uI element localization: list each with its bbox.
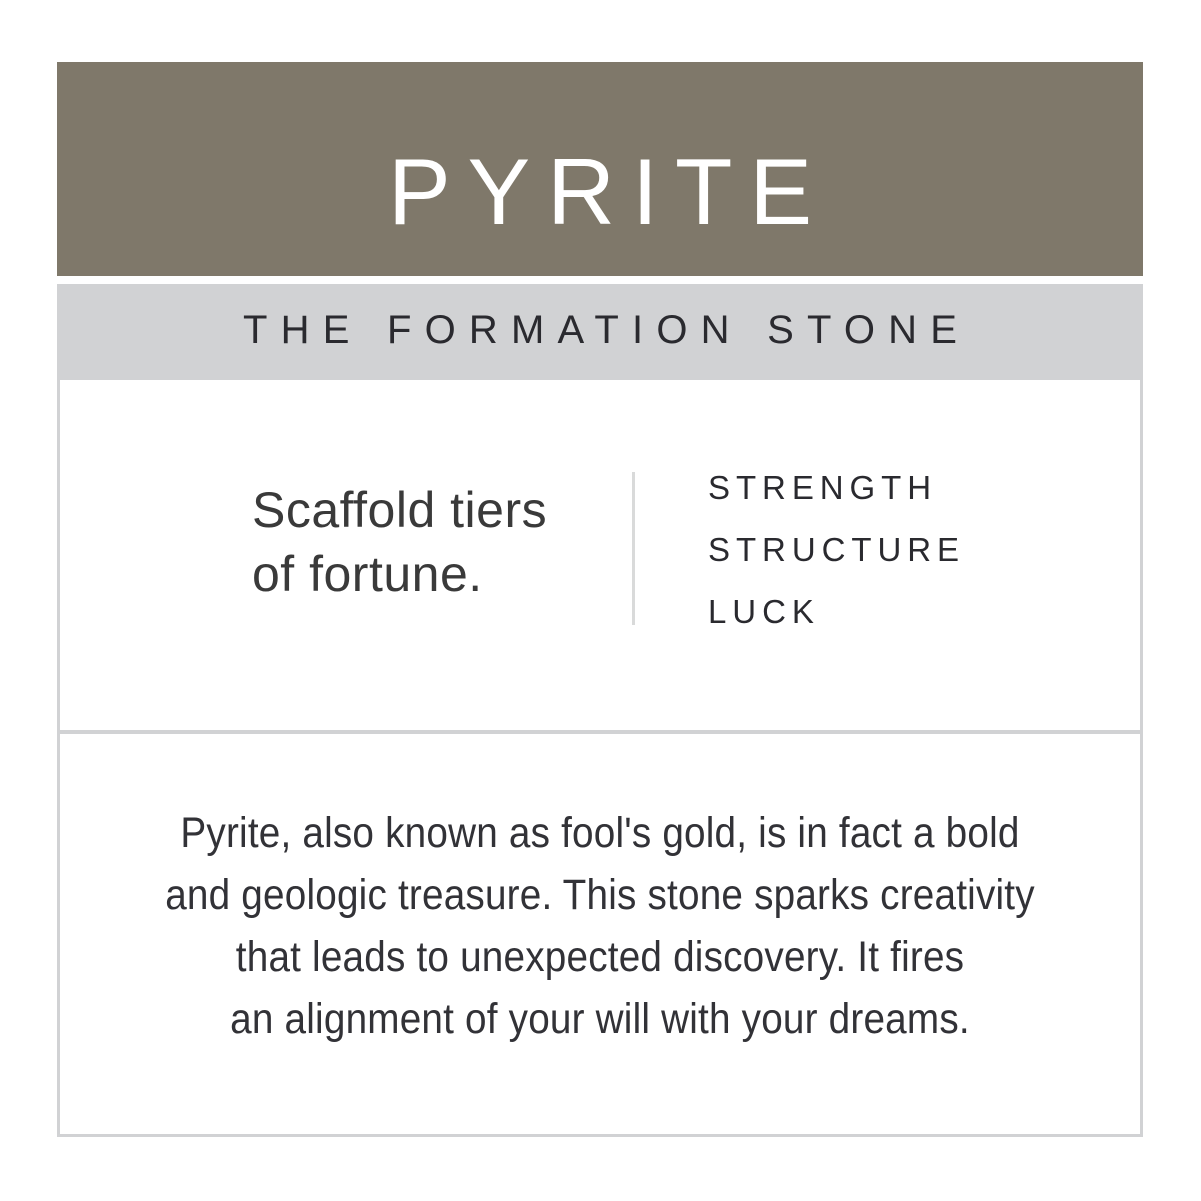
subtitle-band xyxy=(57,284,1143,377)
stone-subtitle: THE FORMATION STONE xyxy=(243,308,971,352)
tagline-line: of fortune. xyxy=(252,546,483,602)
info-section xyxy=(60,380,1140,734)
tagline xyxy=(252,478,547,606)
title-band xyxy=(57,62,1143,276)
keyword-item: STRENGTH xyxy=(708,469,938,506)
tagline-line: Scaffold tiers xyxy=(252,482,548,538)
vertical-divider xyxy=(632,472,635,625)
keyword-list xyxy=(708,457,965,643)
description-line: Pyrite, also known as fool's gold, is in fact a bold xyxy=(180,809,1020,857)
keyword-item: STRUCTURE xyxy=(708,531,965,568)
keyword-item: LUCK xyxy=(708,593,820,630)
description-line: an alignment of your will with your dreams. xyxy=(230,995,970,1043)
stone-title: PYRITE xyxy=(387,139,829,244)
description-line: that leads to unexpected discovery. It fires xyxy=(235,933,965,981)
content-frame xyxy=(57,377,1143,1137)
description-section xyxy=(60,734,1140,1050)
description-line: and geologic treasure. This stone sparks creativity xyxy=(165,871,1035,919)
